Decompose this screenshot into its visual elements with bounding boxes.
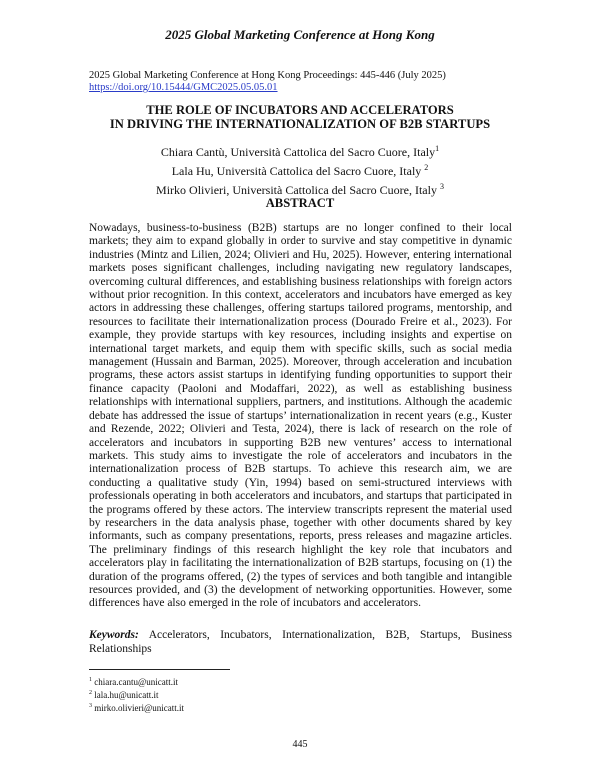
page-number: 445	[292, 739, 308, 750]
footnote-mark: 1	[435, 144, 440, 153]
proceedings-citation: 2025 Global Marketing Conference at Hong Kong Proceedings: 445-446 (July 2025)	[89, 70, 446, 81]
footnote-3: $^3$ mirko.olivieri@unicatt.it	[89, 703, 185, 713]
author-2: Lala Hu, Università Cattolica del Sacro Cuore, Italy $^2$	[171, 163, 429, 178]
footnote-mark: 2	[424, 163, 429, 172]
author-1: Chiara Cantù, Università Cattolica del Sacro Cuore, Italy$^1$	[160, 144, 440, 159]
running-head: 2025 Global Marketing Conference at Hong Kong	[165, 27, 435, 42]
footnote-divider	[89, 669, 230, 670]
doi-link[interactable]: https://doi.org/10.15444/GMC2025.05.05.01	[89, 82, 278, 93]
title-line-2: IN DRIVING THE INTERNATIONALIZATION OF B2B STARTUPS	[109, 117, 491, 131]
paper-title	[0, 103, 600, 131]
footnote-1: $^1$ chiara.cantu@unicatt.it	[89, 677, 179, 687]
footnote-2: $^2$ lala.hu@unicatt.it	[89, 690, 159, 700]
title-line-1: THE ROLE OF INCUBATORS AND ACCELERATORS	[146, 103, 454, 117]
abstract-heading: ABSTRACT	[265, 196, 335, 210]
footnotes	[89, 675, 184, 714]
keywords-label: Keywords:	[89, 629, 139, 641]
proceedings-info	[89, 70, 446, 94]
author-list	[0, 141, 600, 198]
keywords-list: Accelerators, Incubators, Internationalization, B2B, Startups, Business Relationships	[89, 629, 512, 655]
abstract-body: Nowadays, business-to-business (B2B) startups are no longer confined to their local markets; they aim to expand globally in order to survive and stay competitive in dynamic industries (Mintz and Lilien, 2024; Olivieri and Hu, 2025). However, entering international markets poses significant challenges, including navigating new regulatory landscapes, overcoming cultural differences, and establishing business relationships with foreign actors without prior recognition. In this context, accelerators and incubators have emerged as key actors in addressing these challenges, offering startups tailored programs, mentorship, and resources to facilitate their internationalization process (Dourado Freire et al., 2023). For example, they provide startups with key resources, including insights and expertise on international target markets, and equip them with specific skills, such as social media management (Hussain and Barman, 2025). Moreover, through acceleration and incubation programs, these actors assist startups in identifying funding opportunities to support their finance capacity (Paoloni and Modaffari, 2022), as well as establishing business relationships with international suppliers, partners, and institutions. Although the academic debate has addressed the issue of startups’ internationalization in recent years (e.g., Kuster and Rezende, 2022; Olivieri and Testa, 2024), there is lack of research on the role of accelerators and incubators in supporting B2B new ventures’ access to international markets. This study aims to investigate the role of accelerators and incubators in the internationalization process of B2B startups. To achieve this research aim, we are conducting a qualitative study (Yin, 1994) based on semi-structured interviews with professionals operating in both accelerators and incubators, and startups that participated in the programs offered by these actors. The interview transcripts represent the material used by researchers in the data analysis phase, together with other documents shared by key informants, such as company presentations, reports, press releases and magazine articles. The preliminary findings of this research highlight the key role that incubators and accelerators play in facilitating the internationalization of B2B startups, focusing on (1) the duration of the programs offered, (2) the types of services and both tangible and intangible resources provided, and (3) the development of networking opportunities. However, some differences have also emerged in the role of incubators and accelerators.	[89, 222, 512, 610]
author-3: Mirko Olivieri, Università Cattolica del Sacro Cuore, Italy $^3$	[156, 182, 444, 197]
footnote-mark: 3	[439, 182, 444, 191]
keywords	[89, 628, 512, 656]
